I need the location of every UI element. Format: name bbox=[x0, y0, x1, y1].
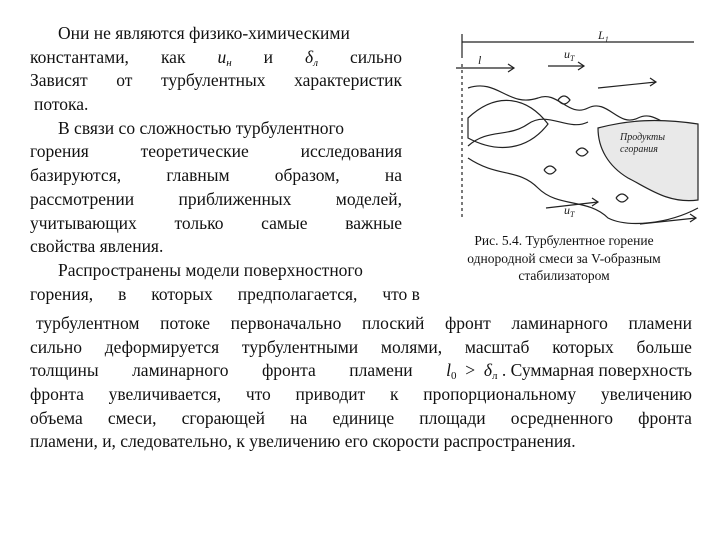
text-line: турбулентном потоке первоначально плоский фронт ламинарного пламени bbox=[36, 313, 692, 333]
label-uT-bottom: $u_T$ bbox=[564, 203, 575, 219]
text-line: В связи со сложностью турбулентного bbox=[58, 117, 344, 138]
symbol-delta-l: $\delta_л$ bbox=[305, 46, 318, 69]
label-products-2: сгорания bbox=[620, 144, 658, 155]
text-block-full-width bbox=[30, 312, 692, 454]
text-line: константами, как $u_н$ и $\delta_л$ сильно bbox=[30, 46, 402, 69]
text-line: учитывающих только самые важные bbox=[30, 212, 402, 233]
text-line: свойства явления. bbox=[30, 236, 164, 257]
text-line: сильно деформируется турбулентными молями, масштаб которых больше bbox=[30, 336, 692, 357]
text-line: Зависят от турбулентных характеристик bbox=[30, 70, 402, 91]
text-line: горения, в которых предполагается, что в bbox=[30, 283, 420, 304]
text-line: горения теоретические исследования bbox=[30, 141, 402, 162]
figure-caption: Рис. 5.4. Турбулентное горение однородной смеси за V-образным стабилизатором bbox=[467, 233, 661, 283]
formula-l0-gt-delta: $l_0 > \delta_л$ . Суммарная поверхность bbox=[446, 360, 692, 383]
text-line: потока. bbox=[34, 94, 89, 115]
text-line: Распространены модели поверхностного bbox=[58, 259, 363, 280]
text-line: фронта увеличивается, что приводит к пропорциональному увеличению bbox=[30, 384, 692, 405]
recirculation-zone bbox=[468, 100, 548, 147]
label-l: l bbox=[478, 53, 482, 67]
turbulent-flame-figure bbox=[448, 28, 716, 238]
label-L1: $L_1$ bbox=[598, 28, 609, 44]
text-line: толщины ламинарного фронта пламени $l_0 > \delta_л$ . Суммарная поверхность bbox=[30, 360, 692, 383]
text-line: рассмотрении приближенных моделей, bbox=[30, 188, 402, 209]
text-column-left bbox=[30, 22, 420, 306]
text-line: базируются, главным образом, на bbox=[30, 165, 402, 186]
label-uT-top: $u_T$ bbox=[564, 47, 575, 63]
symbol-u-n: $u_н$ bbox=[217, 46, 232, 69]
text-line: объема смеси, сгорающей на единице площади осредненного фронта bbox=[30, 407, 692, 428]
text-line: Они не являются физико-химическими bbox=[58, 23, 350, 43]
label-products: Продукты bbox=[620, 132, 665, 143]
text-line: пламени, и, следовательно, к увеличению его скорости распространения. bbox=[30, 431, 576, 452]
